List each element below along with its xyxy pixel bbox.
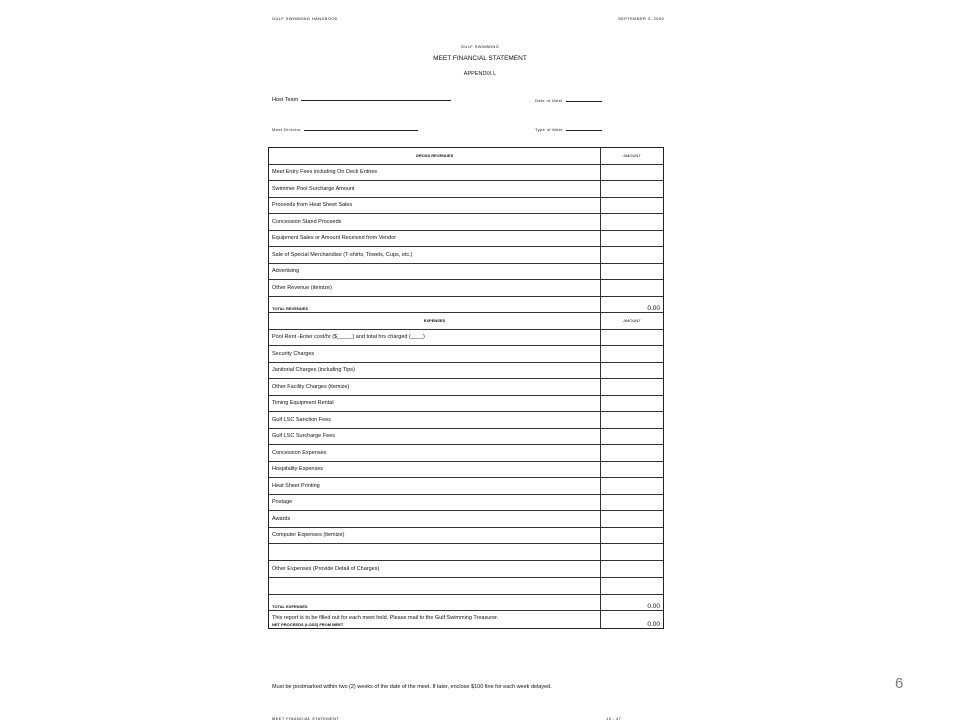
- total-revenues-value: 0.00: [600, 297, 663, 313]
- date-of-meet-label: Date of Meet: [535, 98, 563, 103]
- expense-amount-cell[interactable]: [600, 544, 663, 560]
- instruction-note: This report is to be filled out for each meet held. Please mail to the Gulf Swimming Treasurer.: [272, 615, 499, 621]
- meet-director-field[interactable]: [272, 127, 418, 132]
- expense-row-blank: [269, 544, 663, 561]
- revenue-row: [269, 214, 663, 231]
- revenue-label: Proceeds from Heat Sheet Sales: [272, 202, 353, 209]
- expense-amount-cell[interactable]: [600, 578, 663, 594]
- expense-amount-cell[interactable]: [600, 379, 663, 395]
- revenue-amount-cell[interactable]: [600, 231, 663, 247]
- revenue-row: [269, 198, 663, 215]
- expense-amount-cell[interactable]: [600, 511, 663, 527]
- expense-row: [269, 429, 663, 446]
- expense-label: Pool Rent -Enter cost/hr ($_____) and total hrs charged (____): [272, 334, 425, 341]
- expense-label: Concession Expenses: [272, 449, 327, 456]
- expense-row: [269, 511, 663, 528]
- expense-amount-cell[interactable]: [600, 412, 663, 428]
- revenue-row: [269, 231, 663, 248]
- revenue-amount-cell[interactable]: [600, 264, 663, 280]
- expense-amount-cell[interactable]: [600, 396, 663, 412]
- revenue-label: Sale of Special Merchandise (T-shirts, Towels, Cups, etc.): [272, 251, 413, 258]
- expenses-header: EXPENSES: [423, 318, 446, 324]
- revenue-amount-cell[interactable]: [600, 198, 663, 214]
- expense-row: [269, 363, 663, 380]
- expense-label: [269, 544, 600, 560]
- expenses-amount-header: AMOUNT: [600, 313, 663, 329]
- expense-label: Other Expenses (Provide Detail of Charges): [272, 565, 380, 572]
- expense-amount-cell[interactable]: [600, 528, 663, 544]
- expense-label: [269, 578, 600, 594]
- revenue-amount-cell[interactable]: [600, 247, 663, 263]
- total-expenses-value: 0.00: [600, 595, 663, 611]
- expense-label: Gulf LSC Surcharge Fees: [272, 433, 335, 440]
- host-team-field[interactable]: [272, 97, 451, 103]
- expense-row: [269, 478, 663, 495]
- expense-label: Computer Expenses (itemize): [272, 532, 345, 539]
- date-of-meet-line: [566, 100, 602, 102]
- expense-amount-cell[interactable]: [600, 495, 663, 511]
- expense-row: [269, 445, 663, 462]
- revenue-row: [269, 280, 663, 297]
- total-expenses-row: [269, 595, 663, 612]
- host-team-line: [301, 99, 451, 101]
- meet-director-line: [304, 129, 418, 131]
- revenue-row: [269, 165, 663, 182]
- total-expenses-label: TOTAL EXPENSES: [272, 604, 308, 609]
- host-team-label: Host Team: [272, 97, 299, 103]
- expense-amount-cell[interactable]: [600, 363, 663, 379]
- expense-row: [269, 412, 663, 429]
- revenue-label: Meet Entry Fees including On Deck Entries: [272, 169, 378, 176]
- expense-label: Heat Sheet Printing: [272, 482, 320, 489]
- total-revenues-row: [269, 297, 663, 314]
- expense-amount-cell[interactable]: [600, 346, 663, 362]
- date-of-meet-field[interactable]: [535, 98, 602, 103]
- net-proceeds-value: 0.00: [600, 611, 663, 628]
- document-title: MEET FINANCIAL STATEMENT: [433, 55, 527, 62]
- expenses-header-row: [269, 313, 663, 330]
- expense-label: Hospitality Expenses: [272, 466, 324, 473]
- revenue-label: Advertising: [272, 268, 300, 275]
- running-header-left: GULF SWIMMING HANDBOOK: [272, 16, 338, 21]
- revenue-amount-cell[interactable]: [600, 181, 663, 197]
- expense-label: Other Facility Charges (itemize): [272, 383, 350, 390]
- appendix-label: APPENDIX L: [463, 71, 497, 77]
- revenue-row: [269, 181, 663, 198]
- running-footer-right: 13 - 47: [606, 716, 622, 721]
- running-footer-left: MEET FINANCIAL STATEMENT: [272, 716, 340, 721]
- expense-label: Timing Equipment Rental: [272, 400, 334, 407]
- revenues-header-row: [269, 148, 663, 165]
- expense-amount-cell[interactable]: [600, 429, 663, 445]
- expense-label: Postage: [272, 499, 293, 506]
- total-revenues-label: TOTAL REVENUES: [272, 306, 309, 311]
- revenues-amount-header: AMOUNT: [600, 148, 663, 164]
- expense-label: Security Charges: [272, 350, 315, 357]
- expense-row-blank: [269, 578, 663, 595]
- revenue-label: Swimmer Pool Surcharge Amount: [272, 185, 355, 192]
- type-of-meet-label: Type of Meet: [535, 127, 563, 132]
- running-header-right: SEPTEMBER 3, 2009: [618, 16, 664, 21]
- expense-row: [269, 462, 663, 479]
- type-of-meet-field[interactable]: [535, 127, 602, 132]
- meet-director-label: Meet Director: [272, 127, 302, 132]
- postmark-note: Must be postmarked within two (2) weeks of the date of the meet. If later, enclose $100 fine for each week delayed.: [272, 684, 552, 690]
- expense-amount-cell[interactable]: [600, 561, 663, 578]
- revenue-label: Other Revenue (itemize): [272, 284, 332, 291]
- expense-row: [269, 346, 663, 363]
- expense-row: [269, 561, 663, 579]
- expense-row: [269, 379, 663, 396]
- type-of-meet-line: [566, 129, 602, 131]
- expense-row: [269, 528, 663, 545]
- revenue-row: [269, 264, 663, 281]
- revenue-amount-cell[interactable]: [600, 214, 663, 230]
- revenue-label: Concession Stand Proceeds: [272, 218, 342, 225]
- revenue-amount-cell[interactable]: [600, 165, 663, 181]
- expense-amount-cell[interactable]: [600, 462, 663, 478]
- expense-amount-cell[interactable]: [600, 330, 663, 346]
- revenues-header: GROSS REVENUES: [415, 153, 454, 159]
- expense-row: [269, 396, 663, 413]
- revenue-label: Equipment Sales or Amount Received from Vendor: [272, 235, 397, 242]
- organization-name: GULF SWIMMING: [460, 44, 500, 49]
- net-proceeds-label: NET PROCEEDS (LOSS) FROM MEET: [272, 621, 344, 627]
- financial-statement-table: [268, 147, 664, 629]
- expense-row: [269, 495, 663, 512]
- slide-page-number: 6: [895, 675, 904, 692]
- expense-row: [269, 330, 663, 347]
- revenue-row: [269, 247, 663, 264]
- expense-label: Awards: [272, 515, 291, 522]
- expense-amount-cell[interactable]: [600, 478, 663, 494]
- expense-label: Janitorial Charges (including Tips): [272, 367, 355, 374]
- expense-label: Gulf LSC Sanction Fees: [272, 416, 332, 423]
- revenue-amount-cell[interactable]: [600, 280, 663, 296]
- expense-amount-cell[interactable]: [600, 445, 663, 461]
